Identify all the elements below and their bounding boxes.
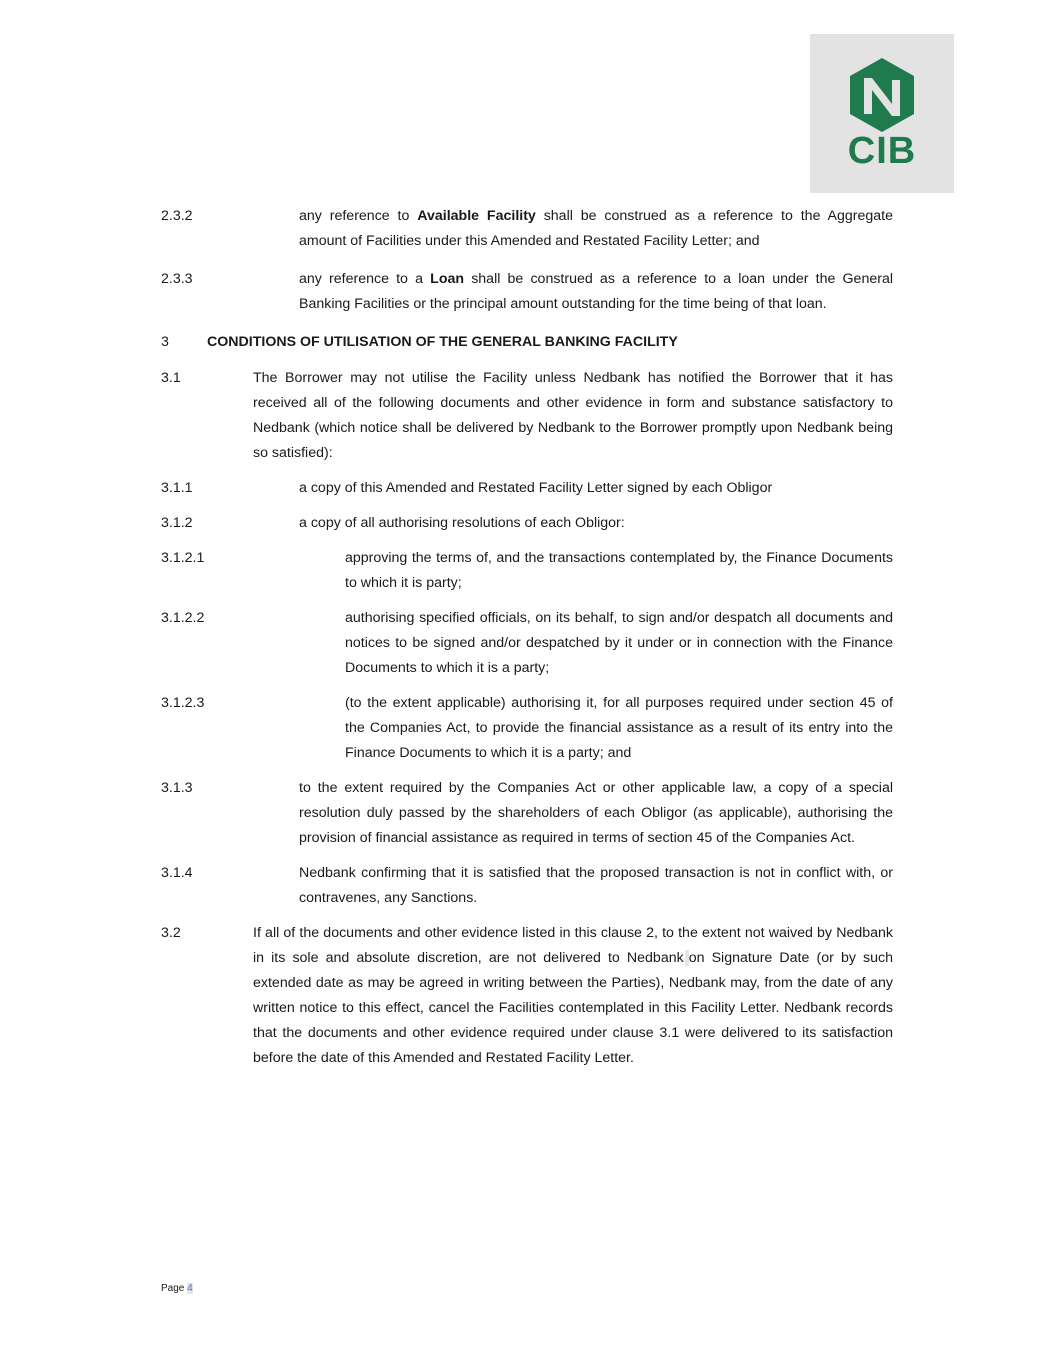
clause-number: 3.1.2.1 bbox=[161, 550, 205, 566]
clause-3-1-2: a copy of all authorising resolutions of each Obligor: bbox=[299, 515, 625, 531]
clause-number: 3.1.3 bbox=[161, 780, 193, 796]
section-heading: CONDITIONS OF UTILISATION OF THE GENERAL BANKING FACILITY bbox=[207, 334, 678, 350]
clause-number: 3.1.2.3 bbox=[161, 695, 205, 711]
page-number: 4 bbox=[187, 1283, 193, 1294]
footer-label: Page bbox=[161, 1283, 188, 1294]
clause-number: 2.3.2 bbox=[161, 208, 193, 224]
clause-number: 3.1 bbox=[161, 370, 181, 386]
clause-2-3-3 bbox=[299, 267, 893, 317]
clause-3-1: The Borrower may not utilise the Facility unless Nedbank has notified the Borrower that it has received all of the following documents and other evidence in form and substance satisfactory to Nedbank (which notice shall be delivered by Nedbank to the Borrower promptly upon Nedbank being so satisfied): bbox=[253, 370, 893, 461]
clause-text: If all of the documents and other evidence listed in this clause 2, to the extent not waived by Nedbank in its sole and absolute discretion, are not delivered to Nedbank bbox=[253, 925, 893, 966]
clause-3-1-2-1: approving the terms of, and the transactions contemplated by, the Finance Documents to which it is party; bbox=[345, 550, 893, 591]
clause-text: shall be construed as a reference to a loan under the General Banking Facilities or the principal amount outstanding for the time being of that loan. bbox=[299, 271, 893, 312]
logo-text: CIB bbox=[847, 130, 917, 172]
clause-number: 2.3.3 bbox=[161, 271, 193, 287]
cib-logo bbox=[810, 34, 954, 193]
clause-number: 3.2 bbox=[161, 925, 181, 941]
clause-text: shall be construed as a reference to the Aggregate amount of Facilities under this Amended and Restated Facility Letter; and bbox=[299, 208, 894, 249]
section-number: 3 bbox=[161, 334, 169, 350]
defined-term: Available Facility bbox=[417, 208, 536, 224]
clause-number: 3.1.2 bbox=[161, 515, 193, 531]
defined-term: Loan bbox=[430, 271, 465, 287]
clause-3-1-2-2: authorising specified officials, on its behalf, to sign and/or despatch all documents and notices to be signed and/or despatched by it under or in connection with the Finance Documents to which it is a party; bbox=[345, 610, 893, 676]
page-footer bbox=[161, 1282, 193, 1296]
clause-number: 3.1.1 bbox=[161, 480, 193, 496]
clause-3-1-2-3: (to the extent applicable) authorising it, for all purposes required under section 45 of the Companies Act, to provide the financial assistance as a result of its entry into the Finance Documents to which it is a party; and bbox=[345, 695, 893, 761]
clause-3-2 bbox=[253, 921, 893, 1071]
clause-number: 3.1.4 bbox=[161, 865, 193, 881]
clause-3-1-4: Nedbank confirming that it is satisfied that the proposed transaction is not in conflict with, or contravenes, any Sanctions. bbox=[299, 865, 893, 906]
clause-text: on Signature Date (or by such extended date as may be agreed in writing between the Parties), Nedbank may, from the date of any written notice to this effect, cancel the Facilities contemplated in this Facility Letter. Nedbank records that the documents and other evidence required under clause 3.1 were delivered to its satisfaction before the date of this Amended and Restated Facility Letter. bbox=[253, 950, 893, 1066]
clause-text: any reference to a bbox=[299, 271, 431, 287]
clause-2-3-2 bbox=[299, 204, 893, 254]
clause-number: 3.1.2.2 bbox=[161, 610, 205, 626]
clause-3-1-1: a copy of this Amended and Restated Facility Letter signed by each Obligor bbox=[299, 480, 773, 496]
clause-text: any reference to bbox=[299, 208, 418, 224]
clause-3-1-3: to the extent required by the Companies Act or other applicable law, a copy of a special resolution duly passed by the shareholders of each Obligor (as applicable), authorising the provision of financial assistance as required in terms of section 45 of the Companies Act. bbox=[299, 780, 893, 846]
